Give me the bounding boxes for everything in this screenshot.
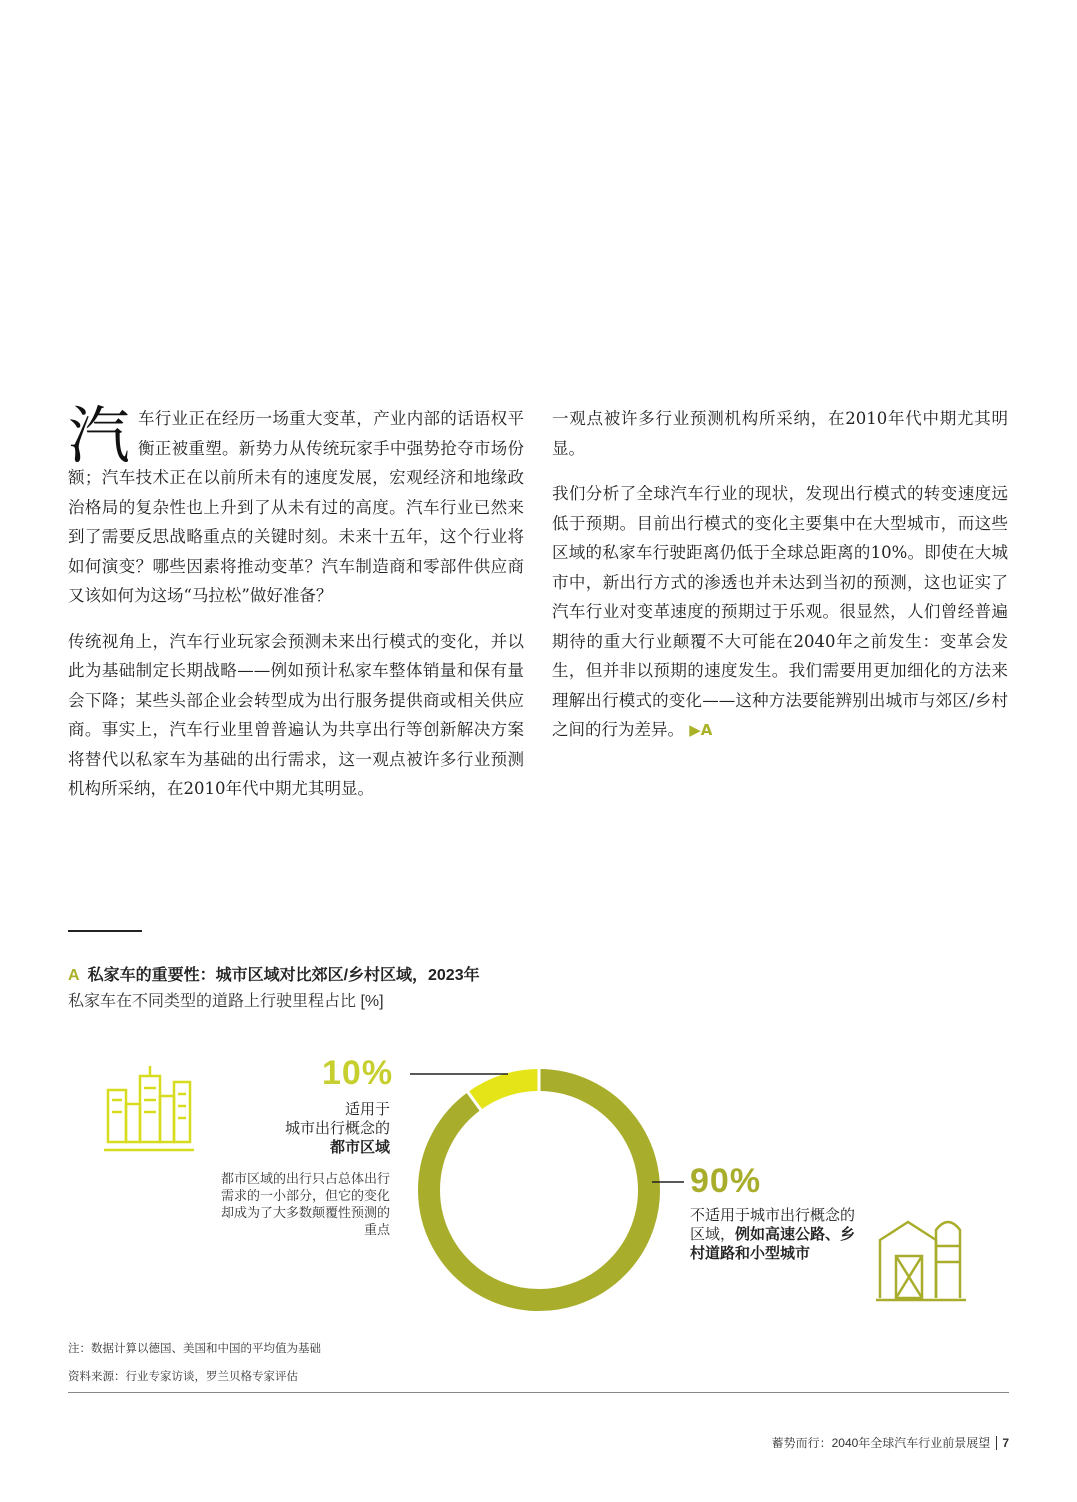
- dropcap: 汽: [68, 399, 131, 472]
- chart-subtitle: 私家车在不同类型的道路上行驶里程占比 [%]: [68, 993, 384, 1010]
- donut-slice-rural: [429, 1080, 649, 1300]
- barn-icon: [876, 1222, 966, 1300]
- footer-divider: [68, 1392, 1009, 1393]
- report-title: 蓄势而行：2040年全球汽车行业前景展望: [771, 1436, 991, 1450]
- urban-label: [220, 1100, 390, 1157]
- source: 资料来源：行业专家访谈，罗兰贝格专家评估: [68, 1371, 298, 1383]
- chart-reference-link[interactable]: ▶A: [689, 721, 713, 739]
- urban-percentage: 10%: [322, 1054, 394, 1092]
- rural-label-bold: 例如高速公路、乡村道路和小型城市: [690, 1226, 856, 1262]
- note: 注：数据计算以德国、美国和中国的平均值为基础: [68, 1343, 321, 1355]
- paragraph-3-text: 我们分析了全球汽车行业的现状，发现出行模式的转变速度远低于预期。目前出行模式的变化主要集中在大型城市，而这些区域的私家车行驶距离仍低于全球总距离的10%。即使在大城市中，新出行方式的渗透也并未达到当初的预测，这也证实了汽车行业对变革速度的预期过于乐观。很显然，人们曾经普遍期待的重大行业颠覆不大可能在2040年之前发生：变革会发生，但并非以预期的速度发生。我们需要用更加细化的方法来理解出行模式的变化——这种方法要能辨别出城市与郊区/乡村之间的行为差异。: [552, 484, 1008, 739]
- paragraph-2-continued: 一观点被许多行业预测机构所采纳，在2010年代中期尤其明显。: [552, 409, 1008, 458]
- urban-description: 都市区域的出行只占总体出行需求的一小部分，但它的变化却成为了大多数颠覆性预测的重点: [220, 1171, 390, 1237]
- paragraph-2: 传统视角上，汽车行业玩家会预测未来出行模式的变化，并以此为基础制定长期战略——例如预计私家车整体销量和保有量会下降；某些头部企业会转型成为出行服务提供商或相关供应商。事实上，汽车行业里曾普遍认为共享出行等创新解决方案将替代以私家车为基础的出行需求，这一观点被许多行业预测机构所采纳，在2010年代中期尤其明显。: [68, 631, 524, 798]
- paragraph-1-text: 车行业正在经历一场重大变革，产业内部的话语权平衡正被重塑。新势力从传统玩家手中强势抢夺市场份额；汽车技术正在以前所未有的速度发展，宏观经济和地缘政治格局的复杂性也上升到了从未有过的高度。汽车行业已然来到了需要反思战略重点的关键时刻。未来十五年，这个行业将如何演变？哪些因素将推动变革？汽车制造商和零部件供应商又该如何为这场“马拉松”做好准备？: [68, 409, 524, 605]
- rural-label-line2: 念的区域，: [690, 1207, 856, 1243]
- city-icon: [104, 1066, 194, 1150]
- donut-slice-urban: [474, 1080, 539, 1101]
- footnotes: [68, 1335, 321, 1391]
- rural-percentage: 90%: [690, 1162, 762, 1200]
- page-footer: [772, 1434, 1009, 1451]
- page-number: 7: [996, 1436, 1009, 1450]
- rural-label: [690, 1206, 865, 1263]
- rural-label-line1: 不适用于城市出行概: [690, 1207, 826, 1224]
- chart-letter: A: [68, 967, 80, 984]
- chart-title-text: 私家车的重要性：城市区域对比郊区/乡村区域，2023年: [87, 967, 480, 984]
- donut-group: [429, 1058, 649, 1300]
- urban-label-line2: 城市出行概念的: [284, 1120, 390, 1137]
- urban-label-line1: 适用于: [344, 1101, 390, 1118]
- urban-label-bold: 都市区域: [329, 1139, 390, 1156]
